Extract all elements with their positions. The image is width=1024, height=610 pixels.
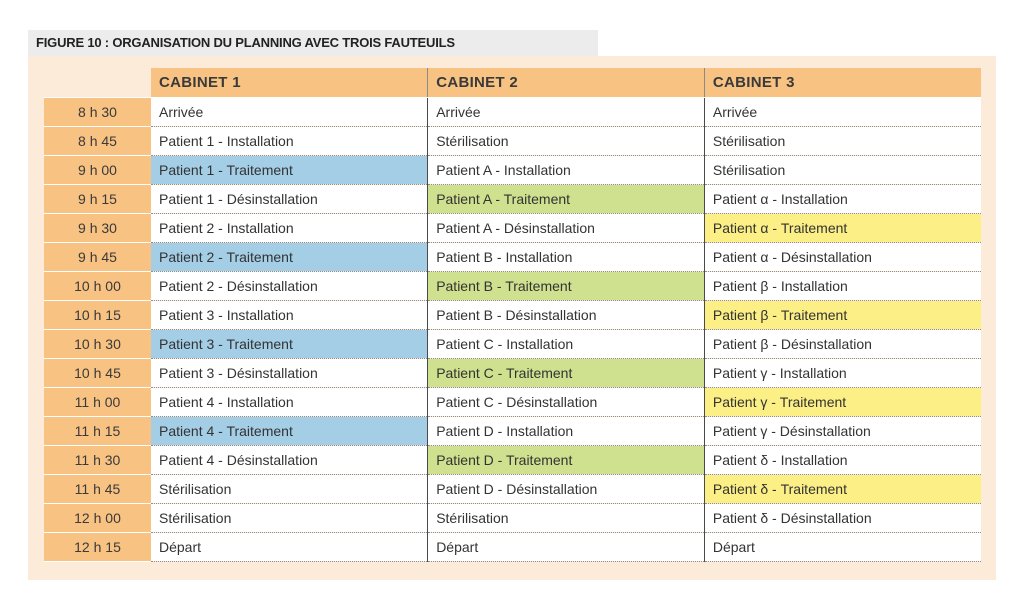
- table-row: [44, 301, 981, 330]
- cabinet-1-cell: Patient 4 - Installation: [151, 388, 428, 417]
- cabinet-3-cell: Patient δ - Installation: [704, 446, 981, 475]
- cabinet-3-cell: Patient β - Installation: [704, 272, 981, 301]
- cabinet-1-cell: Patient 1 - Désinstallation: [151, 185, 428, 214]
- time-cell: 12 h 15: [44, 533, 151, 562]
- table-row: [44, 243, 981, 272]
- cabinet-3-cell: Patient α - Désinstallation: [704, 243, 981, 272]
- time-cell: 11 h 30: [44, 446, 151, 475]
- cabinet-1-cell: Patient 2 - Installation: [151, 214, 428, 243]
- cabinet-2-header: CABINET 2: [428, 68, 705, 98]
- time-cell: 9 h 45: [44, 243, 151, 272]
- cabinet-1-cell: Patient 4 - Traitement: [151, 417, 428, 446]
- time-cell: 12 h 00: [44, 504, 151, 533]
- table-row: [44, 156, 981, 185]
- cabinet-2-cell: Patient D - Installation: [428, 417, 705, 446]
- header-row: [44, 68, 981, 98]
- cabinet-2-cell: Patient A - Désinstallation: [428, 214, 705, 243]
- table-row: [44, 185, 981, 214]
- time-cell: 11 h 15: [44, 417, 151, 446]
- cabinet-3-header: CABINET 3: [704, 68, 981, 98]
- cabinet-2-cell: Patient A - Installation: [428, 156, 705, 185]
- time-cell: 8 h 45: [44, 127, 151, 156]
- cabinet-3-cell: Arrivée: [704, 98, 981, 127]
- cabinet-1-cell: Patient 3 - Traitement: [151, 330, 428, 359]
- cabinet-1-cell: Stérilisation: [151, 504, 428, 533]
- schedule-table: [44, 68, 981, 562]
- cabinet-3-cell: Patient γ - Installation: [704, 359, 981, 388]
- cabinet-1-cell: Patient 3 - Désinstallation: [151, 359, 428, 388]
- table-row: [44, 504, 981, 533]
- table-row: [44, 446, 981, 475]
- cabinet-2-cell: Stérilisation: [428, 127, 705, 156]
- table-row: [44, 533, 981, 562]
- cabinet-1-cell: Patient 1 - Traitement: [151, 156, 428, 185]
- time-header: [44, 68, 151, 98]
- cabinet-1-cell: Départ: [151, 533, 428, 562]
- cabinet-2-cell: Patient C - Installation: [428, 330, 705, 359]
- cabinet-1-header: CABINET 1: [151, 68, 428, 98]
- time-cell: 11 h 45: [44, 475, 151, 504]
- cabinet-3-cell: Patient β - Traitement: [704, 301, 981, 330]
- table-row: [44, 330, 981, 359]
- cabinet-2-cell: Patient B - Traitement: [428, 272, 705, 301]
- time-cell: 11 h 00: [44, 388, 151, 417]
- cabinet-2-cell: Patient C - Désinstallation: [428, 388, 705, 417]
- cabinet-2-cell: Patient A - Traitement: [428, 185, 705, 214]
- cabinet-3-cell: Patient γ - Désinstallation: [704, 417, 981, 446]
- cabinet-1-cell: Patient 2 - Désinstallation: [151, 272, 428, 301]
- cabinet-1-cell: Stérilisation: [151, 475, 428, 504]
- cabinet-3-cell: Patient α - Installation: [704, 185, 981, 214]
- cabinet-2-cell: Patient D - Traitement: [428, 446, 705, 475]
- time-cell: 8 h 30: [44, 98, 151, 127]
- cabinet-3-cell: Stérilisation: [704, 127, 981, 156]
- cabinet-2-cell: Patient B - Désinstallation: [428, 301, 705, 330]
- cabinet-3-cell: Patient α - Traitement: [704, 214, 981, 243]
- time-cell: 10 h 45: [44, 359, 151, 388]
- table-row: [44, 417, 981, 446]
- figure-title: FIGURE 10 : ORGANISATION DU PLANNING AVEC TROIS FAUTEUILS: [28, 30, 598, 56]
- cabinet-1-cell: Patient 1 - Installation: [151, 127, 428, 156]
- cabinet-3-cell: Patient γ - Traitement: [704, 388, 981, 417]
- cabinet-1-cell: Patient 4 - Désinstallation: [151, 446, 428, 475]
- time-cell: 9 h 30: [44, 214, 151, 243]
- cabinet-2-cell: Stérilisation: [428, 504, 705, 533]
- time-cell: 10 h 00: [44, 272, 151, 301]
- cabinet-3-cell: Stérilisation: [704, 156, 981, 185]
- cabinet-2-cell: Patient B - Installation: [428, 243, 705, 272]
- time-cell: 10 h 15: [44, 301, 151, 330]
- cabinet-1-cell: Patient 2 - Traitement: [151, 243, 428, 272]
- cabinet-3-cell: Patient δ - Traitement: [704, 475, 981, 504]
- time-cell: 9 h 15: [44, 185, 151, 214]
- time-cell: 10 h 30: [44, 330, 151, 359]
- cabinet-2-cell: Départ: [428, 533, 705, 562]
- cabinet-2-cell: Arrivée: [428, 98, 705, 127]
- cabinet-3-cell: Patient β - Désinstallation: [704, 330, 981, 359]
- table-row: [44, 272, 981, 301]
- time-cell: 9 h 00: [44, 156, 151, 185]
- table-row: [44, 475, 981, 504]
- table-row: [44, 359, 981, 388]
- cabinet-2-cell: Patient D - Désinstallation: [428, 475, 705, 504]
- cabinet-1-cell: Patient 3 - Installation: [151, 301, 428, 330]
- cabinet-3-cell: Patient δ - Désinstallation: [704, 504, 981, 533]
- table-row: [44, 127, 981, 156]
- cabinet-3-cell: Départ: [704, 533, 981, 562]
- table-row: [44, 214, 981, 243]
- cabinet-1-cell: Arrivée: [151, 98, 428, 127]
- table-row: [44, 98, 981, 127]
- table-row: [44, 388, 981, 417]
- cabinet-2-cell: Patient C - Traitement: [428, 359, 705, 388]
